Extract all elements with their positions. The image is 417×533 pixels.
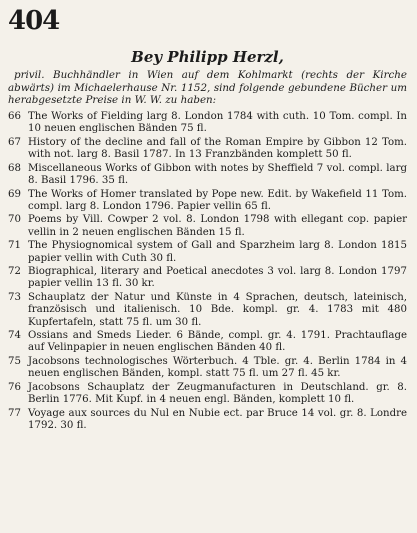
list-item	[8, 356, 407, 380]
list-item	[8, 292, 407, 329]
entry-text: Voyage aux sources du Nul en Nubie ect. par Bruce 14 vol. gr. 8. Londre 1792. 30 fl.	[28, 407, 407, 432]
entry-number: 71	[8, 240, 21, 252]
entry-text: Miscellaneous Works of Gibbon with notes by Sheffield 7 vol. compl. larg 8. Basil 1796. 35 fl.	[28, 162, 407, 186]
page-number: 404	[8, 6, 60, 36]
list-item	[8, 382, 407, 406]
book-list	[8, 111, 407, 433]
list-item	[8, 137, 407, 161]
entry-number: 70	[8, 214, 21, 226]
entry-text: Ossians and Smeds Lieder. 6 Bände, compl. gr. 4. 1791. Prachtauflage auf Velinpapier in neuen englischen Bänden 40 fl.	[28, 330, 407, 354]
entry-number: 67	[8, 136, 21, 148]
entry-text: Biographical, literary and Poetical anecdotes 3 vol. larg 8. London 1797 papier vellin 13 fl. 30 kr.	[28, 266, 407, 290]
entry-text: The Works of Fielding larg 8. London 1784 with cuth. 10 Tom. compl. In 10 neuen englischen Bänden 75 fl.	[28, 110, 407, 134]
entry-text: Jacobsons technologisches Wörterbuch. 4 Tble. gr. 4. Berlin 1784 in 4 neuen englischen Bänden, kompl. statt 75 fl. um 27 fl. 45 kr.	[28, 356, 407, 380]
list-item	[8, 330, 407, 354]
entry-number: 69	[8, 188, 21, 200]
list-item	[8, 163, 407, 187]
entry-number: 72	[8, 266, 21, 278]
intro-paragraph: privil. Buchhändler in Wien auf dem Kohlmarkt (rechts der Kirche abwärts) im Michaelerhause Nr. 1152, sind folgende gebundene Bücher um herabgesetzte Preise in W. W. zu haben:	[8, 69, 407, 107]
entry-number: 73	[8, 292, 21, 304]
page-heading: Bey Philipp Herzl,	[131, 48, 284, 66]
entry-number: 75	[8, 356, 21, 368]
entry-text: Jacobsons Schauplatz der Zeugmanufacturen in Deutschland. gr. 8. Berlin 1776. Mit Kupf. in 4 neuen engl. Bänden, komplett 10 fl.	[28, 382, 407, 406]
entry-number: 68	[8, 162, 21, 174]
entry-text: Poems by Vill. Cowper 2 vol. 8. London 1798 with ellegant cop. papier vellin in 2 neuen englischen Bänden 15 fl.	[28, 214, 407, 238]
list-item	[8, 266, 407, 290]
entry-text: Schauplatz der Natur und Künste in 4 Sprachen, deutsch, lateinisch, französisch und italienisch. 10 Bde. kompl. gr. 4. 1783 mit 480 Kupfertafeln, statt 75 fl. um 30 fl.	[28, 292, 407, 328]
list-item	[8, 214, 407, 238]
list-item	[8, 189, 407, 213]
list-item	[8, 240, 407, 264]
list-item	[8, 408, 407, 432]
entry-number: 76	[8, 382, 21, 394]
list-item	[8, 111, 407, 135]
entry-number: 66	[8, 110, 21, 122]
entry-number: 77	[8, 407, 21, 419]
entry-text: History of the decline and fall of the Roman Empire by Gibbon 12 Tom. with not. larg 8. Basil 1787. In 13 Franzbänden komplett 50 fl.	[28, 136, 407, 160]
entry-text: The Works of Homer translated by Pope new. Edit. by Wakefield 11 Tom. compl. larg 8. London 1796. Papier vellin 65 fl.	[28, 188, 407, 212]
entry-number: 74	[8, 330, 21, 342]
entry-text: The Physiognomical system of Gall and Sparzheim larg 8. London 1815 papier vellin with Cuth 30 fl.	[28, 240, 407, 264]
